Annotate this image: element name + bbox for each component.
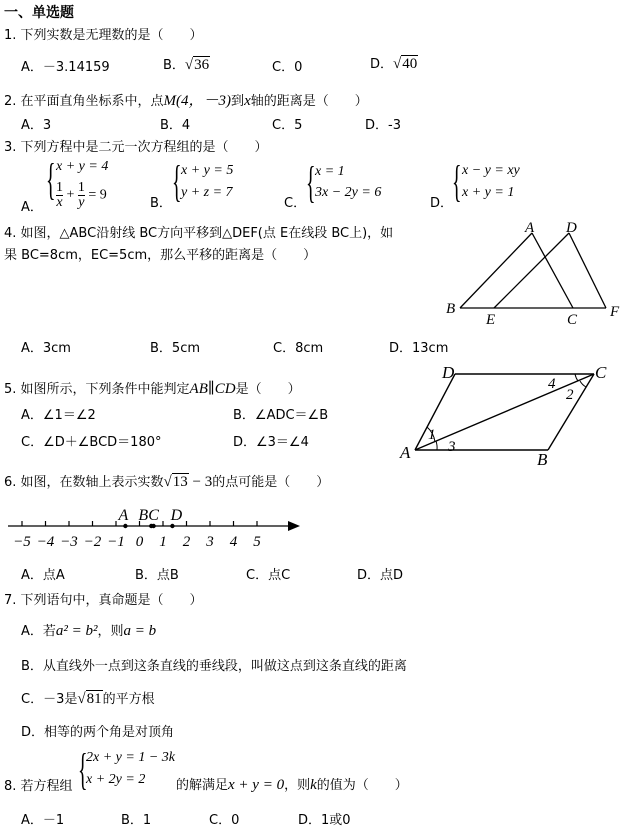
q2-stem-post: 轴的距离是（ ）: [250, 94, 368, 109]
q6-axis-arrow: [288, 521, 300, 531]
q6-tick-label: 2: [182, 534, 191, 550]
q3-option-c-label[interactable]: C．: [284, 196, 307, 211]
q5-cond: AB∥CD: [189, 381, 236, 397]
q3-d-brace: {: [452, 157, 462, 206]
q4-label-D: D: [566, 220, 577, 236]
q3-b-brace: {: [172, 157, 182, 206]
q5-angle-3: 3: [448, 439, 456, 455]
q7-c-post: 的平方根: [102, 692, 155, 707]
q5-angle-4: 4: [548, 376, 556, 392]
q3-option-d-label[interactable]: D．: [430, 196, 454, 211]
q6-tick-label: 3: [206, 534, 214, 550]
q3-a-den2: y: [78, 195, 85, 210]
q5-label-B: B: [537, 450, 548, 469]
q2-point: M(4，－3): [163, 93, 232, 109]
q5-label-D: D: [442, 363, 455, 382]
q5-angle3-arc: [436, 441, 437, 450]
q2-stem: [4, 89, 368, 110]
q4-line2: 果 BC=8cm，EC=5cm，那么平移的距离是（ ）: [4, 248, 317, 263]
q3-c-brace: {: [306, 158, 316, 207]
q5-seg-AC: [415, 374, 594, 450]
q2-stem-mid: 到: [231, 94, 245, 109]
q6-tick-label: −4: [36, 534, 55, 550]
q7-stem: 7. 下列语句中，真命题是（ ）: [4, 593, 203, 608]
q4-seg-DF: [569, 233, 606, 308]
q8-stem-mid2: ，则: [284, 778, 311, 793]
q2-option-a[interactable]: A．3: [21, 118, 52, 133]
q3-stem: 3. 下列方程中是二元一次方程组的是（ ）: [4, 140, 268, 155]
q4-label-B: B: [446, 301, 456, 317]
q7-a-math2: a = b: [123, 623, 157, 639]
q3-b-eq2: y + z = 7: [181, 185, 233, 200]
q4-line1: 4. 如图，△ABC沿射线 BC方向平移到△DEF(点 E在线段 BC上)，如: [4, 226, 394, 241]
q4-option-a[interactable]: A．3cm: [21, 341, 71, 356]
q4-label-C: C: [567, 312, 578, 328]
q1-option-d-radicand: 40: [402, 56, 418, 72]
q1-option-c[interactable]: C．0: [272, 60, 303, 75]
q8-brace: {: [78, 745, 88, 794]
q6-tick-label: 1: [159, 534, 167, 550]
q3-a-num1: 1: [56, 180, 63, 195]
q6-option-b[interactable]: B．点B: [135, 568, 179, 583]
q6-ticks: [13, 521, 261, 550]
q6-points: [118, 507, 183, 528]
q1-option-b-label: B．: [163, 58, 185, 73]
q3-d-eq1: x − y = xy: [462, 163, 520, 178]
q6-point-label: A: [118, 507, 129, 524]
q6-stem: 6. 如图，在数轴上表示实数√13 − 3的点可能是（ ）: [4, 474, 330, 490]
q6-tick-label: −3: [60, 534, 78, 550]
q3-a-plus: +: [66, 187, 75, 203]
q4-seg-ED: [494, 233, 569, 308]
q7-option-d[interactable]: D．相等的两个角是对顶角: [21, 725, 175, 740]
q3-option-b-label[interactable]: B．: [150, 196, 172, 211]
q8-eq1: 2x + y = 1 − 3k: [86, 750, 175, 765]
q8-option-b[interactable]: B．1: [121, 813, 152, 828]
q3-option-a-label[interactable]: A．: [21, 200, 43, 215]
q5-angle-2: 2: [566, 387, 574, 403]
q6-tick-label: −5: [13, 534, 31, 550]
q6-point-dot: [170, 524, 174, 528]
q3-c-eq1: x = 1: [315, 164, 345, 179]
q2-axis: x: [244, 93, 251, 109]
q8-eq2: x + 2y = 2: [86, 772, 146, 787]
q3-b-eq1: x + y = 5: [181, 163, 234, 178]
q8-option-a[interactable]: A．－1: [21, 813, 65, 828]
q4-option-b[interactable]: B．5cm: [150, 341, 201, 356]
q1-option-d[interactable]: D．√40: [370, 56, 418, 72]
q2-option-d[interactable]: D．-3: [365, 118, 401, 133]
q6-option-a[interactable]: A．点A: [21, 568, 65, 583]
q6-stem-pre: 6. 如图，在数轴上表示实数: [4, 475, 164, 490]
q8-option-d[interactable]: D．1或0: [298, 813, 351, 828]
q8-stem-post: 的值为（ ）: [316, 778, 408, 793]
q5-stem-post: 是（ ）: [235, 382, 301, 397]
q7-a-math: a² = b²: [55, 623, 98, 639]
q7-option-c[interactable]: C．－3是√81的平方根: [21, 691, 155, 707]
q6-point-label: C: [148, 507, 159, 524]
q7-c-radicand: 81: [86, 691, 102, 707]
q8-option-c[interactable]: C．0: [209, 813, 240, 828]
q1-option-b-radicand: 36: [194, 57, 210, 73]
q6-tick-label: 4: [229, 534, 238, 550]
q5-stem-pre: 5. 如图所示，下列条件中能判定: [4, 382, 190, 397]
q3-c-eq2: 3x − 2y = 6: [315, 185, 382, 200]
q6-tick-label: 0: [135, 534, 144, 550]
q6-tick-label: −2: [83, 534, 102, 550]
q5-angle4-arc: [575, 374, 578, 381]
q5-option-c[interactable]: C．∠D＋∠BCD＝180°: [21, 435, 162, 450]
q7-option-a[interactable]: [21, 620, 156, 640]
q7-a-pre: A．若: [21, 624, 56, 639]
q4-label-A: A: [525, 220, 535, 236]
q1-option-b[interactable]: B．√36: [163, 57, 210, 73]
q8-stem-rest: [176, 774, 408, 794]
q3-a-rhs: = 9: [88, 187, 107, 203]
q1-option-a[interactable]: A．－3.14159: [21, 60, 110, 75]
q2-option-b[interactable]: B．4: [160, 118, 191, 133]
q7-option-b[interactable]: B．从直线外一点到这条直线的垂线段，叫做这点到这条直线的距离: [21, 659, 407, 674]
q3-a-den1: x: [56, 195, 63, 210]
q4-triangle-figure: [440, 218, 630, 330]
q2-option-c[interactable]: C．5: [272, 118, 303, 133]
q1-stem: 1. 下列实数是无理数的是（ ）: [4, 28, 203, 43]
q4-seg-AC: [532, 233, 573, 308]
q8-stem-mid: 的解满足: [176, 778, 229, 793]
q7-c-pre: C．－3是: [21, 692, 78, 707]
q4-label-F: F: [610, 304, 620, 320]
q4-label-E: E: [486, 312, 496, 328]
q5-angle2-arc: [580, 381, 586, 387]
q5-label-A: A: [400, 443, 411, 462]
q6-option-d[interactable]: D．点D: [357, 568, 404, 583]
q3-a-brace: {: [46, 155, 56, 204]
q6-point-dot: [151, 524, 155, 528]
q6-point-label: B: [138, 507, 149, 524]
q5-label-C: C: [595, 363, 607, 382]
q7-a-mid: ，则: [97, 624, 124, 639]
q6-minus: − 3: [188, 474, 213, 490]
section-title: 一、单选题: [4, 5, 74, 21]
q6-number-line: [0, 500, 310, 554]
q6-option-c[interactable]: C．点C: [246, 568, 291, 583]
q5-option-b[interactable]: B．∠ADC＝∠B: [233, 408, 329, 423]
q8-stem-pre: 8. 若方程组: [4, 779, 73, 794]
q6-tick-label: −1: [107, 534, 125, 550]
q5-option-a[interactable]: A．∠1＝∠2: [21, 408, 96, 423]
q4-option-c[interactable]: C．8cm: [273, 341, 324, 356]
q2-stem-pre: 2. 在平面直角坐标系中，点: [4, 94, 164, 109]
q3-d-eq2: x + y = 1: [462, 185, 515, 200]
q6-tick-label: 5: [253, 534, 261, 550]
q1-option-d-label: D．: [370, 57, 394, 72]
q6-point-dot: [123, 524, 127, 528]
q8-cond: x + y = 0: [228, 777, 285, 793]
q5-parallelogram-figure: [398, 362, 620, 472]
q5-stem: [4, 378, 301, 398]
q8-k: k: [310, 777, 317, 793]
q3-a-num2: 1: [77, 180, 85, 195]
q5-option-d[interactable]: D．∠3＝∠4: [233, 435, 309, 450]
q6-radicand: 13: [172, 474, 188, 490]
q3-a-eq2: [56, 181, 107, 210]
q4-option-d[interactable]: D．13cm: [389, 341, 449, 356]
q6-stem-post: 的点可能是（ ）: [212, 475, 330, 490]
q4-seg-BA: [460, 233, 532, 308]
q6-point-label: D: [170, 507, 183, 524]
q5-angle-1: 1: [428, 427, 436, 443]
q3-a-eq1: x + y = 4: [56, 159, 109, 174]
